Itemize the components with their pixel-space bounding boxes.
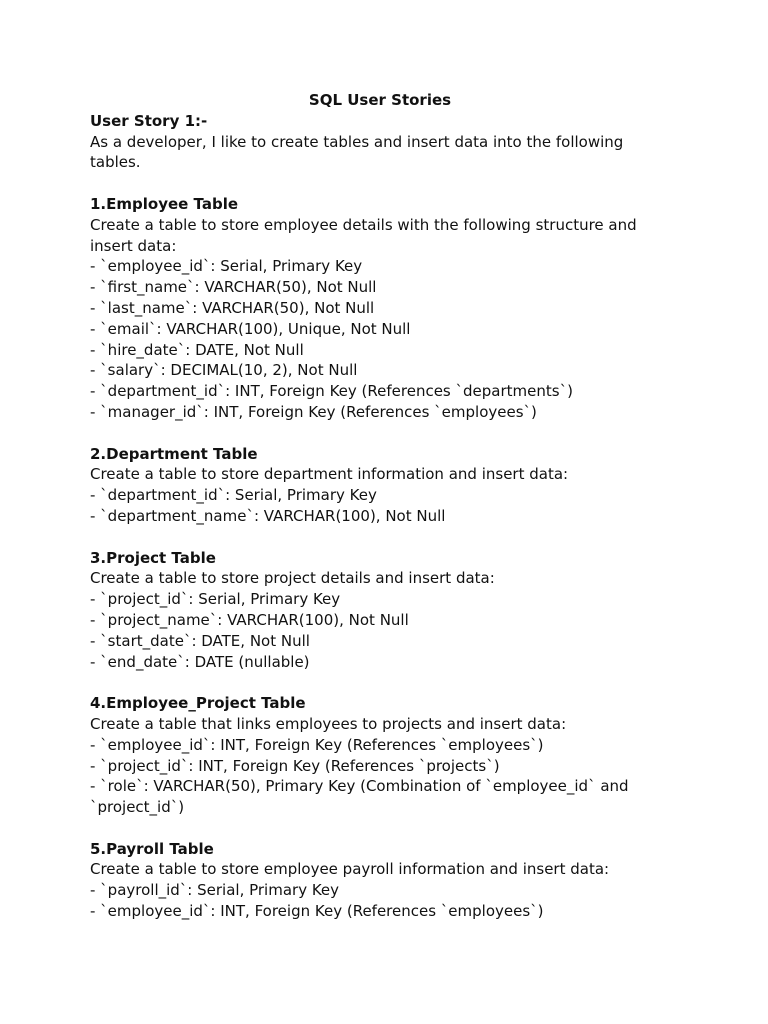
- section-1: [90, 194, 670, 423]
- section-description: Create a table to store project details and insert data:: [90, 569, 495, 588]
- field-line: - `email`: VARCHAR(100), Unique, Not Null: [90, 319, 411, 338]
- section-gap: [90, 527, 670, 548]
- section-gap: [90, 173, 670, 194]
- field-line: - `hire_date`: DATE, Not Null: [90, 340, 304, 359]
- field-line: - `department_name`: VARCHAR(100), Not Null: [90, 506, 446, 525]
- section-heading: 1.Employee Table: [90, 194, 239, 213]
- field-line: - `role`: VARCHAR(50), Primary Key (Combination of `employee_id` and `project_id`): [90, 777, 634, 817]
- field-line: - `employee_id`: INT, Foreign Key (References `employees`): [90, 902, 544, 921]
- field-line: - `manager_id`: INT, Foreign Key (References `employees`): [90, 402, 537, 421]
- section-5: [90, 839, 670, 922]
- field-line: - `department_id`: INT, Foreign Key (References `departments`): [90, 382, 573, 401]
- user-story-heading: User Story 1:-: [90, 111, 208, 130]
- sections-container: [90, 173, 670, 922]
- section-4: [90, 693, 670, 818]
- section-heading: 4.Employee_Project Table: [90, 694, 306, 713]
- document-title: SQL User Stories: [308, 91, 452, 109]
- section-2: [90, 444, 670, 527]
- field-line: - `project_name`: VARCHAR(100), Not Null: [90, 610, 409, 629]
- section-gap: [90, 423, 670, 444]
- section-description: Create a table to store employee payroll information and insert data:: [90, 860, 610, 879]
- section-description: Create a table to store department information and insert data:: [90, 465, 569, 484]
- field-line: - `employee_id`: Serial, Primary Key: [90, 257, 363, 276]
- section-heading: 5.Payroll Table: [90, 839, 214, 858]
- field-line: - `project_id`: INT, Foreign Key (References `projects`): [90, 756, 500, 775]
- field-line: - `project_id`: Serial, Primary Key: [90, 590, 341, 609]
- field-line: - `department_id`: Serial, Primary Key: [90, 486, 377, 505]
- field-line: - `end_date`: DATE (nullable): [90, 652, 310, 671]
- section-heading: 2.Department Table: [90, 444, 258, 463]
- field-line: - `last_name`: VARCHAR(50), Not Null: [90, 298, 375, 317]
- section-gap: [90, 672, 670, 693]
- field-line: - `employee_id`: INT, Foreign Key (References `employees`): [90, 735, 544, 754]
- field-line: - `first_name`: VARCHAR(50), Not Null: [90, 278, 377, 297]
- section-description: Create a table that links employees to projects and insert data:: [90, 714, 567, 733]
- section-3: [90, 548, 670, 673]
- section-description: Create a table to store employee details with the following structure and insert data:: [90, 215, 637, 255]
- document-body: [90, 90, 670, 922]
- field-line: - `salary`: DECIMAL(10, 2), Not Null: [90, 361, 358, 380]
- intro-paragraph: As a developer, I like to create tables and insert data into the following tables.: [90, 132, 624, 172]
- section-gap: [90, 818, 670, 839]
- field-line: - `payroll_id`: Serial, Primary Key: [90, 881, 340, 900]
- field-line: - `start_date`: DATE, Not Null: [90, 631, 310, 650]
- section-heading: 3.Project Table: [90, 548, 216, 567]
